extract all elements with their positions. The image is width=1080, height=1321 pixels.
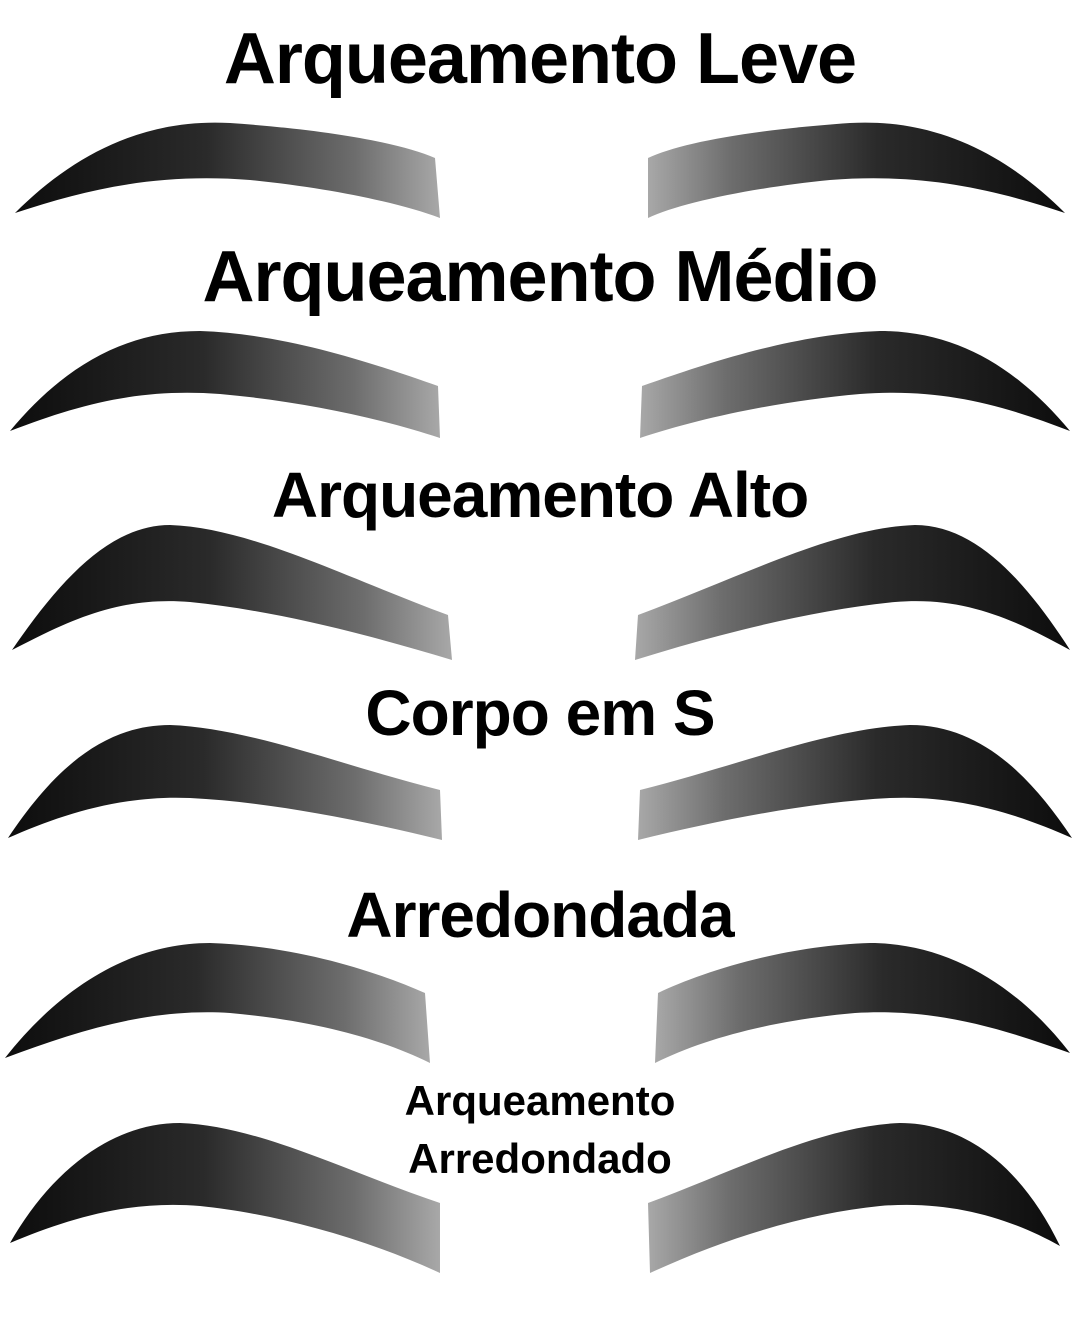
right-eyebrow-image [630, 938, 1080, 1068]
right-eyebrow-image [630, 1118, 1080, 1283]
shape-title-corpo-em-s: Corpo em S [365, 677, 715, 749]
shape-title-line-1: Arqueamento [404, 1077, 676, 1124]
right-eyebrow-image [630, 720, 1080, 845]
shape-title-arqueamento-medio: Arqueamento Médio [202, 237, 878, 317]
shape-title-arqueamento-alto: Arqueamento Alto [271, 459, 809, 531]
right-eyebrow-image [630, 118, 1080, 223]
left-eyebrow-image [0, 118, 450, 223]
left-eyebrow-image [0, 1118, 450, 1283]
shape-title-arredondada: Arredondada [346, 879, 734, 951]
left-eyebrow-image [0, 938, 450, 1068]
left-eyebrow-image [0, 720, 450, 845]
right-eyebrow-image [630, 520, 1080, 665]
left-eyebrow-image [0, 326, 450, 441]
shape-title-line-2: Arredondado [408, 1135, 672, 1182]
right-eyebrow-image [630, 326, 1080, 441]
left-eyebrow-image [0, 520, 460, 665]
shape-title-arqueamento-leve: Arqueamento Leve [223, 19, 857, 99]
